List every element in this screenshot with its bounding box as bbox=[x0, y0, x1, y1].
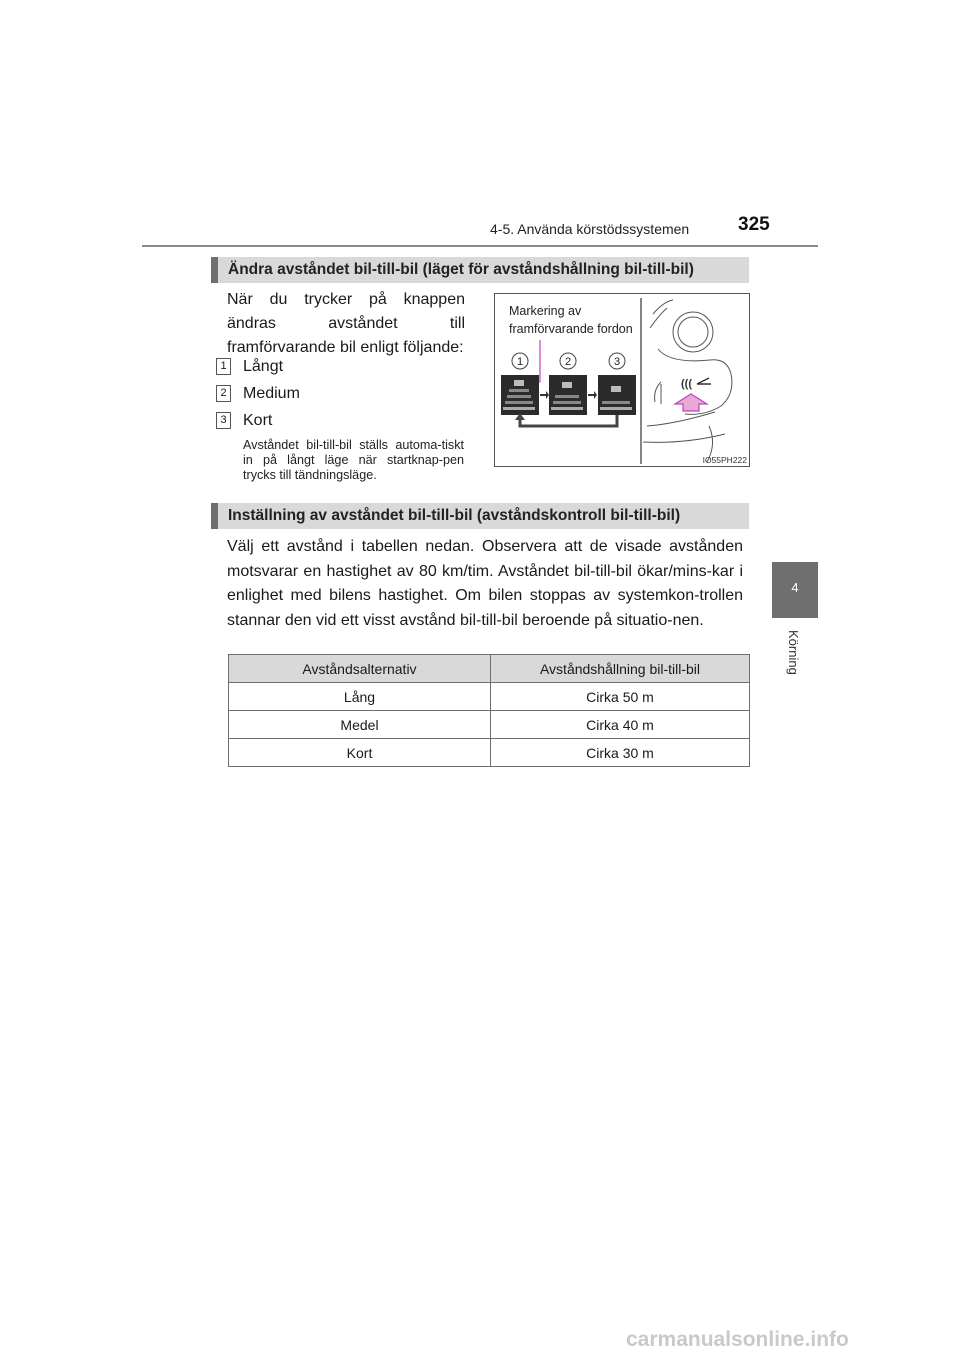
option-long bbox=[216, 358, 283, 376]
section-heading-text: Inställning av avståndet bil-till-bil (avståndskontroll bil-till-bil) bbox=[228, 507, 681, 524]
table-cell: Cirka 40 m bbox=[491, 711, 750, 739]
option-number-badge: 3 bbox=[216, 412, 231, 429]
table-cell: Medel bbox=[229, 711, 491, 739]
illustration-caption-line1: Markering av bbox=[509, 304, 582, 318]
press-arrow-icon bbox=[675, 394, 707, 411]
svg-text:(((: ((( bbox=[681, 378, 692, 390]
table-cell: Cirka 50 m bbox=[491, 683, 750, 711]
illustration-caption-line2: framförvarande fordon bbox=[509, 322, 633, 336]
option-short bbox=[216, 412, 272, 430]
step-number-1: 1 bbox=[516, 356, 524, 368]
section-heading-distance-control bbox=[211, 503, 749, 529]
step-number-2: 2 bbox=[564, 356, 572, 368]
intro-text: När du trycker på knappen ändras avståndet till framförvarande bil enligt följande: bbox=[227, 291, 465, 356]
arrow-right-icon bbox=[588, 391, 597, 399]
illustration-code: IO55PH222 bbox=[702, 455, 747, 465]
distance-table bbox=[228, 654, 750, 767]
table-header-row bbox=[229, 655, 750, 683]
table-cell: Kort bbox=[229, 739, 491, 767]
running-head: 4-5. Använda körstödssystemen bbox=[490, 221, 690, 237]
section-heading-change-distance bbox=[211, 257, 749, 283]
display-medium-icon bbox=[549, 375, 587, 415]
return-loop-line bbox=[520, 415, 617, 426]
distance-button-icon bbox=[681, 378, 711, 390]
table-row bbox=[229, 711, 750, 739]
step-number-3: 3 bbox=[613, 356, 621, 368]
header-rule bbox=[142, 245, 818, 247]
note-text: Avståndet bil-till-bil ställs automa-tiskt in på långt läge när startknap-pen trycks till tändningsläge. bbox=[243, 438, 464, 482]
table-row bbox=[229, 739, 750, 767]
option-number-badge: 1 bbox=[216, 358, 231, 375]
arrow-right-icon bbox=[540, 391, 549, 399]
table-row bbox=[229, 683, 750, 711]
distance-button-illustration bbox=[494, 293, 750, 467]
watermark: carmanualsonline.info bbox=[626, 1328, 849, 1351]
display-long-icon bbox=[501, 375, 539, 415]
chapter-number: 4 bbox=[791, 580, 799, 595]
body-paragraph: Välj ett avstånd i tabellen nedan. Observera att de visade avstånden motsvarar en hastighet av 80 km/tim. Avståndet bil-till-bil ökar/mins-kar i enlighet med bilens hastighet. Om bilen stoppas av systemkon-trollen stannar den vid ett visst avstånd bil-till-bil beroende på situatio-nen. bbox=[227, 538, 743, 629]
chapter-label bbox=[783, 630, 803, 690]
option-number-badge: 2 bbox=[216, 385, 231, 402]
option-label: Kort bbox=[243, 412, 273, 429]
option-label: Medium bbox=[243, 385, 300, 402]
page-number: 325 bbox=[738, 214, 770, 235]
chapter-label-text: Körning bbox=[786, 630, 801, 675]
option-label: Långt bbox=[243, 358, 284, 375]
option-medium bbox=[216, 385, 300, 403]
illustration-drawing bbox=[495, 294, 751, 468]
table-cell: Cirka 30 m bbox=[491, 739, 750, 767]
table-header: Avståndsalternativ bbox=[229, 655, 491, 683]
table-cell: Lång bbox=[229, 683, 491, 711]
table-header: Avståndshållning bil-till-bil bbox=[491, 655, 750, 683]
display-short-icon bbox=[598, 375, 636, 415]
chapter-tab[interactable] bbox=[772, 562, 818, 618]
section-heading-text: Ändra avståndet bil-till-bil (läget för avståndshållning bil-till-bil) bbox=[228, 261, 694, 278]
